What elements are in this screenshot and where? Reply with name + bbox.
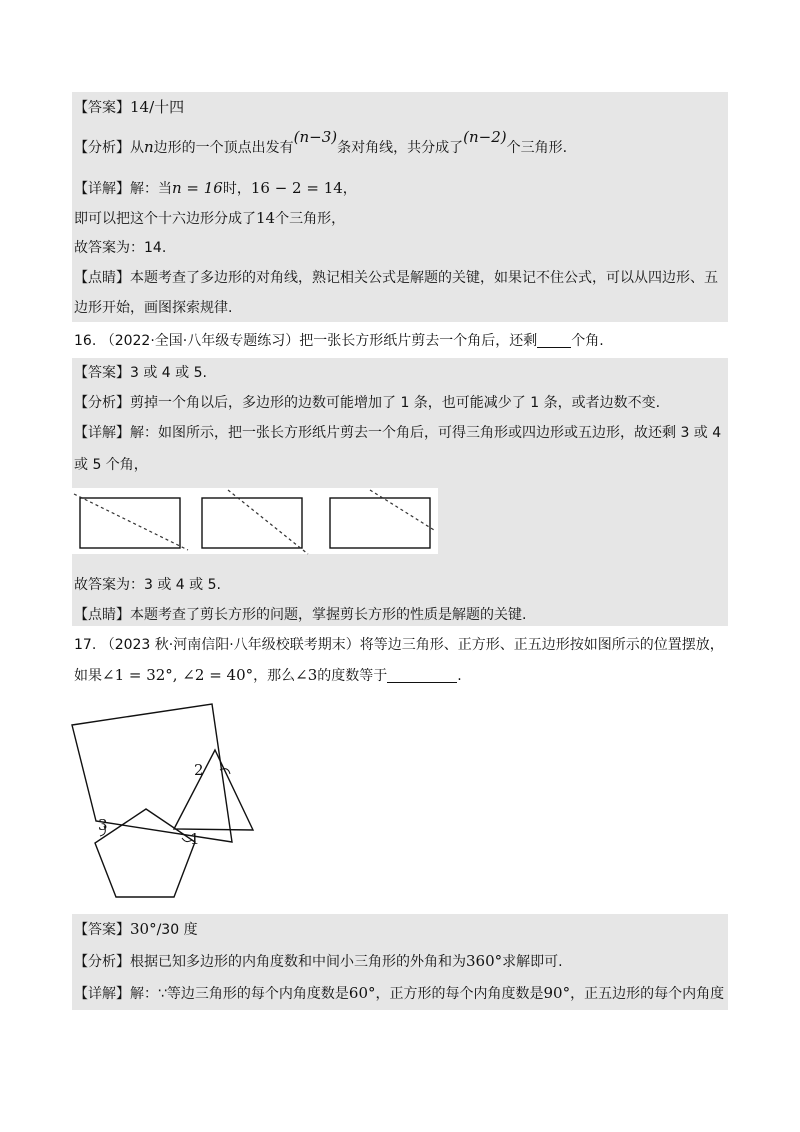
q17-polygons-figure xyxy=(60,700,270,910)
math-value: 30° xyxy=(130,920,157,938)
q16-analysis-line xyxy=(74,392,660,414)
angle-label-3: 3 xyxy=(98,816,108,834)
text: 解：当 xyxy=(130,181,172,197)
q15-analysis-line xyxy=(74,128,568,158)
angle-label-2: 2 xyxy=(194,761,204,779)
text: 解：如图所示，把一张长方形纸片剪去一个角后，可得三角形或四边形或五边形，故还剩 3 或 4 xyxy=(130,425,722,441)
q15-comment-line-2 xyxy=(74,297,232,319)
detail-tag: 【详解】 xyxy=(74,986,130,1002)
triangle-shape xyxy=(174,750,253,830)
answer-blank xyxy=(387,666,457,683)
text: ，正方形的每个内角度数是 xyxy=(375,986,544,1002)
q16-comment-line xyxy=(74,604,526,626)
q16-rectangles-figure xyxy=(72,488,438,554)
question-text: 16. （2022·全国·八年级专题练习）把一张长方形纸片剪去一个角后，还剩 xyxy=(74,333,538,349)
math-eq: ∠1 = 32°, ∠2 = 40° xyxy=(102,666,254,684)
math-value: 60° xyxy=(348,984,376,1002)
text: 边形开始，画图探索规律. xyxy=(74,300,233,316)
math-value: 90° xyxy=(543,984,571,1002)
answer-blank xyxy=(537,331,571,348)
text: 本题考查了剪长方形的问题，掌握剪长方形的性质是解题的关键. xyxy=(130,607,527,623)
text: 根据已知多边形的内角度数和中间小三角形的外角和为 xyxy=(130,954,466,970)
math-n: n xyxy=(144,138,154,156)
text: 即可以把这个十六边形分成了 xyxy=(74,211,256,227)
detail-tag: 【详解】 xyxy=(74,425,130,441)
text: 从 xyxy=(130,140,144,156)
text: ， xyxy=(342,181,357,197)
q15-detail-line xyxy=(74,177,357,199)
text: 时， xyxy=(222,181,251,197)
answer-value: /30 度 xyxy=(156,922,198,938)
q17-analysis-line xyxy=(74,950,563,972)
text: ，正五边形的每个内角度 xyxy=(570,986,725,1002)
q16-detail-line-1 xyxy=(74,422,721,444)
q15-detail-line-2 xyxy=(74,207,345,229)
text: 个三角形. xyxy=(506,140,568,156)
text: 个三角形， xyxy=(275,211,346,227)
q17-question-line-1 xyxy=(74,634,724,656)
answer-tag: 【答案】 xyxy=(74,922,130,938)
math-value: 360° xyxy=(466,952,503,970)
q17-question-line-2 xyxy=(74,664,462,686)
text: 边形的一个顶点出发有 xyxy=(153,140,294,156)
math-expr: (n−3) xyxy=(293,128,338,146)
text: 剪掉一个角以后，多边形的边数可能增加了 1 条，也可能减少了 1 条，或者边数不变. xyxy=(130,395,661,411)
math-expr: (n−2) xyxy=(463,128,507,146)
angle-label-1: 1 xyxy=(190,830,200,848)
text: 故答案为：3 或 4 或 5. xyxy=(74,577,221,593)
math-angle: ∠3 xyxy=(295,666,318,684)
text: 求解即可. xyxy=(502,954,563,970)
text: 本题考查了多边形的对角线，熟记相关公式是解题的关键，如果记不住公式，可以从四边形、五 xyxy=(130,270,718,286)
question-text: 的度数等于 xyxy=(317,668,388,684)
comment-tag: 【点睛】 xyxy=(74,607,130,623)
analysis-tag: 【分析】 xyxy=(74,395,130,411)
question-text: 17. （2023 秋·河南信阳·八年级校联考期末）将等边三角形、正方形、正五边形按如图所示的位置摆放， xyxy=(74,637,724,653)
q17-detail-line xyxy=(74,982,724,1004)
analysis-tag: 【分析】 xyxy=(74,954,130,970)
question-text: . xyxy=(457,668,462,684)
square-shape xyxy=(72,704,232,842)
answer-value: 3 或 4 或 5. xyxy=(130,365,207,381)
question-text: 个角. xyxy=(571,333,604,349)
q16-question xyxy=(74,330,604,352)
q15-detail-line-3 xyxy=(74,237,166,259)
comment-tag: 【点睛】 xyxy=(74,270,130,286)
text: 故答案为：14. xyxy=(74,240,167,256)
q16-answer-line xyxy=(74,362,207,384)
math-num: 14 xyxy=(256,209,276,227)
analysis-tag: 【分析】 xyxy=(74,140,130,156)
q16-detail-line-2 xyxy=(74,454,148,476)
pentagon-shape xyxy=(95,809,195,897)
text: 条对角线，共分成了 xyxy=(337,140,464,156)
answer-tag: 【答案】 xyxy=(74,365,130,381)
math-eq: n = 16 xyxy=(172,179,223,197)
question-text: ，那么 xyxy=(253,668,296,684)
q15-comment-line-1 xyxy=(74,267,718,289)
answer-value: 14/十四 xyxy=(130,98,185,116)
q16-final-line xyxy=(74,574,221,596)
question-text: 如果 xyxy=(74,668,102,684)
text: 解：∵等边三角形的每个内角度数是 xyxy=(130,986,349,1002)
detail-tag: 【详解】 xyxy=(74,181,130,197)
text: 或 5 个角， xyxy=(74,457,148,473)
q15-answer-line xyxy=(74,96,184,118)
answer-tag: 【答案】 xyxy=(74,100,130,116)
math-eq: 16 − 2 = 14 xyxy=(250,179,343,197)
q17-answer-line xyxy=(74,918,198,940)
